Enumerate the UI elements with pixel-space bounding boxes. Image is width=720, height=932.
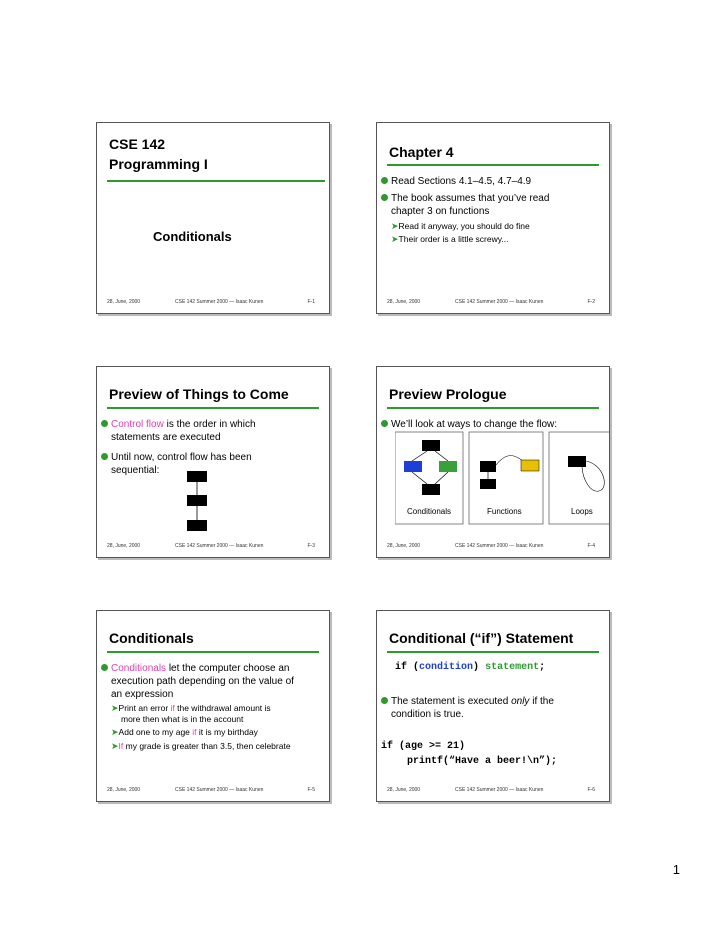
bullet: The book assumes that you’ve read: [381, 192, 549, 205]
bullet-continuation: sequential:: [111, 465, 160, 476]
footer-date: 28, June, 2000: [107, 299, 141, 305]
arrow-icon: ➤: [111, 741, 119, 751]
bullet-dot-icon: [101, 664, 108, 671]
slide-6-title: Conditional (“if”) Statement: [389, 630, 574, 646]
sub-bullet: ➤Their order is a little screwy...: [391, 234, 509, 244]
flow-box: [187, 471, 207, 482]
slide-2: [376, 122, 610, 314]
footer-course: CSE 142 Summer 2000 — Isaac Kunen: [455, 299, 544, 305]
bullet: Until now, control flow has been: [101, 451, 252, 464]
bullet-dot-icon: [381, 194, 388, 201]
bullet: The statement is executed only if the: [381, 695, 554, 708]
slide-1-subtitle: Conditionals: [153, 229, 232, 244]
slide-3: [96, 366, 330, 558]
arrow-icon: ➤: [391, 221, 399, 231]
footer-course: CSE 142 Summer 2000 — Isaac Kunen: [455, 543, 544, 549]
bullet-dot-icon: [101, 420, 108, 427]
caller-next-box: [480, 479, 496, 489]
function-box: [521, 460, 539, 471]
title-rule: [387, 651, 599, 653]
slide-number: F-6: [587, 787, 595, 793]
slide-number: F-1: [307, 299, 315, 305]
bullet: We’ll look at ways to change the flow:: [381, 418, 557, 431]
bullet-continuation: statements are executed: [111, 432, 221, 443]
sub-bullet-continuation: more then what is in the account: [121, 714, 244, 724]
bullet-continuation: an expression: [111, 689, 174, 700]
slide-1: [96, 122, 330, 314]
caption-functions: Functions: [487, 507, 522, 516]
arrow-icon: ➤: [111, 727, 119, 737]
footer-date: 28, June, 2000: [387, 787, 421, 793]
slide-2-title: Chapter 4: [389, 144, 454, 160]
footer-course: CSE 142 Summer 2000 — Isaac Kunen: [175, 787, 264, 793]
slide-4: [376, 366, 610, 558]
arrow-icon: ➤: [391, 234, 399, 244]
caption-loops: Loops: [571, 507, 593, 516]
bullet-dot-icon: [101, 453, 108, 460]
flow-box: [187, 520, 207, 531]
bullet-dot-icon: [381, 697, 388, 704]
bullet-dot-icon: [381, 177, 388, 184]
slide-number: F-4: [587, 543, 595, 549]
title-rule: [387, 164, 599, 166]
flow-box: [187, 495, 207, 506]
slide-5: [96, 610, 330, 802]
footer-course: CSE 142 Summer 2000 — Isaac Kunen: [175, 543, 264, 549]
bullet-dot-icon: [381, 420, 388, 427]
bullet-continuation: chapter 3 on functions: [391, 206, 490, 217]
arrow-icon: ➤: [111, 703, 119, 713]
footer-course: CSE 142 Summer 2000 — Isaac Kunen: [455, 787, 544, 793]
bullet: Read Sections 4.1–4.5, 4.7–4.9: [381, 175, 531, 188]
bullet-continuation: execution path depending on the value of: [111, 676, 294, 687]
footer-date: 28, June, 2000: [107, 543, 141, 549]
loop-box: [568, 456, 586, 467]
footer-date: 28, June, 2000: [107, 787, 141, 793]
slide-number: F-5: [307, 787, 315, 793]
sub-bullet: ➤Read it anyway, you should do fine: [391, 221, 530, 231]
slide-1-title-line-1: CSE 142: [109, 136, 166, 152]
sub-bullet: ➤Add one to my age if it is my birthday: [111, 727, 258, 737]
title-rule: [387, 407, 599, 409]
branch-false-box: [439, 461, 457, 472]
if-syntax: if (condition) statement;: [395, 662, 546, 673]
branch-join-box: [422, 484, 440, 495]
sub-bullet: ➤Print an error if the withdrawal amount is: [111, 703, 271, 713]
title-rule: [107, 407, 319, 409]
caption-conditionals: Conditionals: [407, 507, 452, 516]
slide-number: F-2: [587, 299, 595, 305]
footer-course: CSE 142 Summer 2000 — Isaac Kunen: [175, 299, 264, 305]
code-line-1: if (age >= 21): [381, 741, 466, 752]
bullet-continuation: condition is true.: [391, 709, 464, 720]
caller-box: [480, 461, 496, 472]
bullet: Control flow is the order in which: [101, 418, 256, 431]
branch-start-box: [422, 440, 440, 451]
bullet: Conditionals let the computer choose an: [101, 662, 289, 675]
branch-true-box: [404, 461, 422, 472]
sequential-flow-diagram: [183, 469, 213, 535]
slide-3-title: Preview of Things to Come: [109, 386, 289, 402]
slide-4-title: Preview Prologue: [389, 386, 507, 402]
slide-6: [376, 610, 610, 802]
title-rule: [107, 651, 319, 653]
slide-5-title: Conditionals: [109, 630, 194, 646]
sub-bullet: ➤If my grade is greater than 3.5, then celebrate: [111, 741, 291, 751]
footer-date: 28, June, 2000: [387, 543, 421, 549]
slide-number: F-3: [307, 543, 315, 549]
footer-date: 28, June, 2000: [387, 299, 421, 305]
title-rule: [107, 180, 325, 182]
code-line-2: printf(“Have a beer!\n”);: [407, 756, 558, 767]
page-number: 1: [672, 862, 680, 877]
slide-1-title-line-2: Programming I: [109, 156, 208, 172]
